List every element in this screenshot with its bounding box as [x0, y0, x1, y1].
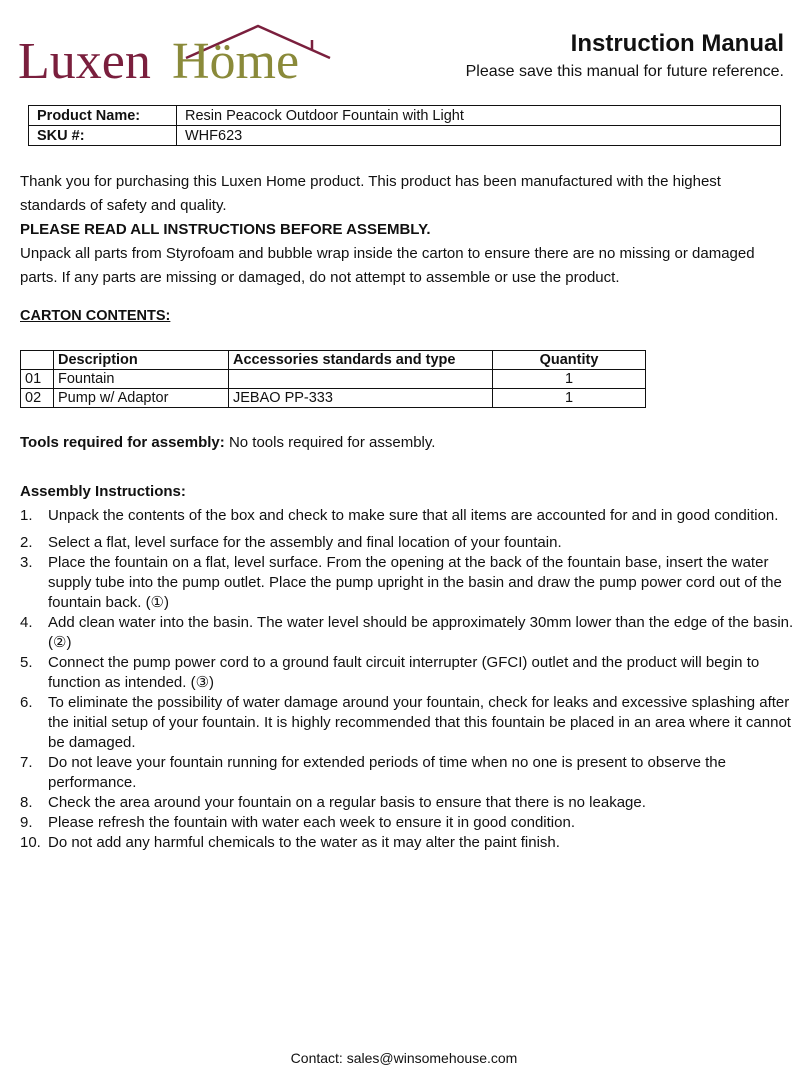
step-number: 7.	[20, 754, 33, 771]
list-item	[20, 753, 795, 793]
step-text: Place the fountain on a flat, level surface. From the opening at the back of the fountain base, insert the water supply tube into the pump outlet. Place the pump upright in the basin and draw the pump power cord out of the fountain back. (①)	[48, 554, 782, 611]
step-number: 4.	[20, 614, 33, 631]
table-row	[21, 370, 646, 389]
luxen-home-logo	[18, 20, 338, 84]
step-text: Do not leave your fountain running for extended periods of time when no one is present to observe the performance.	[48, 754, 726, 791]
list-item	[20, 693, 795, 753]
step-number: 2.	[20, 534, 33, 551]
cell-no: 02	[21, 389, 54, 408]
product-name-value: Resin Peacock Outdoor Fountain with Light	[177, 106, 781, 126]
sku-label: SKU #:	[29, 126, 177, 146]
cell-accessories	[229, 370, 493, 389]
step-number: 10.	[20, 834, 41, 851]
table-row	[21, 389, 646, 408]
assembly-heading: Assembly Instructions:	[20, 483, 186, 500]
logo-text-home: Höme	[172, 33, 300, 84]
cell-description: Fountain	[54, 370, 229, 389]
step-number: 3.	[20, 554, 33, 571]
step-text: Connect the pump power cord to a ground fault circuit interrupter (GFCI) outlet and the product will begin to function as intended. (③)	[48, 654, 760, 691]
col-header-quantity: Quantity	[493, 351, 646, 370]
product-name-label: Product Name:	[29, 106, 177, 126]
intro-thanks: Thank you for purchasing this Luxen Home product. This product has been manufactured with the highest standards of safety and quality.	[20, 173, 721, 214]
step-text: Unpack the contents of the box and check to make sure that all items are accounted for and in good condition.	[48, 507, 779, 524]
cell-accessories: JEBAO PP-333	[229, 389, 493, 408]
cell-no: 01	[21, 370, 54, 389]
list-item	[20, 533, 795, 553]
table-row	[29, 106, 781, 126]
col-header-accessories: Accessories standards and type	[229, 351, 493, 370]
cell-quantity: 1	[493, 389, 646, 408]
col-header-description: Description	[54, 351, 229, 370]
carton-contents-heading: CARTON CONTENTS:	[20, 308, 171, 324]
step-text: Do not add any harmful chemicals to the water as it may alter the paint finish.	[48, 834, 560, 851]
table-header-row	[21, 351, 646, 370]
cell-quantity: 1	[493, 370, 646, 389]
step-text: Select a flat, level surface for the assembly and final location of your fountain.	[48, 534, 562, 551]
intro-unpack: Unpack all parts from Styrofoam and bubble wrap inside the carton to ensure there are no missing or damaged parts. If any parts are missing or damaged, do not attempt to assemble or use the product.	[20, 245, 755, 286]
product-info-table	[28, 105, 781, 146]
assembly-steps-list	[20, 505, 795, 853]
step-number: 8.	[20, 794, 33, 811]
list-item	[20, 793, 795, 813]
col-header-no	[21, 351, 54, 370]
page-title: Instruction Manual	[570, 30, 784, 57]
page-subtitle: Please save this manual for future reference.	[465, 63, 784, 80]
intro-section	[20, 170, 790, 290]
step-number: 1.	[20, 507, 33, 524]
cell-description: Pump w/ Adaptor	[54, 389, 229, 408]
list-item	[20, 833, 795, 853]
sku-value: WHF623	[177, 126, 781, 146]
list-item	[20, 653, 795, 693]
step-number: 9.	[20, 814, 33, 831]
step-number: 5.	[20, 654, 33, 671]
step-text: Add clean water into the basin. The water level should be approximately 30mm lower than the edge of the basin. (②)	[48, 614, 794, 651]
logo-graphic	[18, 20, 338, 84]
list-item	[20, 813, 795, 833]
logo-text-luxen: Luxen	[18, 33, 151, 84]
step-text: Please refresh the fountain with water each week to ensure it in good condition.	[48, 814, 575, 831]
tools-required	[20, 434, 435, 451]
step-text: To eliminate the possibility of water damage around your fountain, check for leaks and excessive splashing after the initial setup of your fountain. It is highly recommended that this fountain be placed in an area where it cannot be damaged.	[48, 694, 791, 751]
table-row	[29, 126, 781, 146]
list-item	[20, 505, 795, 527]
step-number: 6.	[20, 694, 33, 711]
list-item	[20, 613, 795, 653]
list-item	[20, 553, 795, 613]
intro-warning: PLEASE READ ALL INSTRUCTIONS BEFORE ASSEMBLY.	[20, 221, 431, 238]
tools-label: Tools required for assembly:	[20, 434, 225, 451]
step-text: Check the area around your fountain on a regular basis to ensure that there is no leakage.	[48, 794, 646, 811]
tools-text: No tools required for assembly.	[224, 434, 436, 451]
carton-contents-table	[20, 350, 646, 408]
footer-contact: Contact: sales@winsomehouse.com	[290, 1050, 518, 1066]
